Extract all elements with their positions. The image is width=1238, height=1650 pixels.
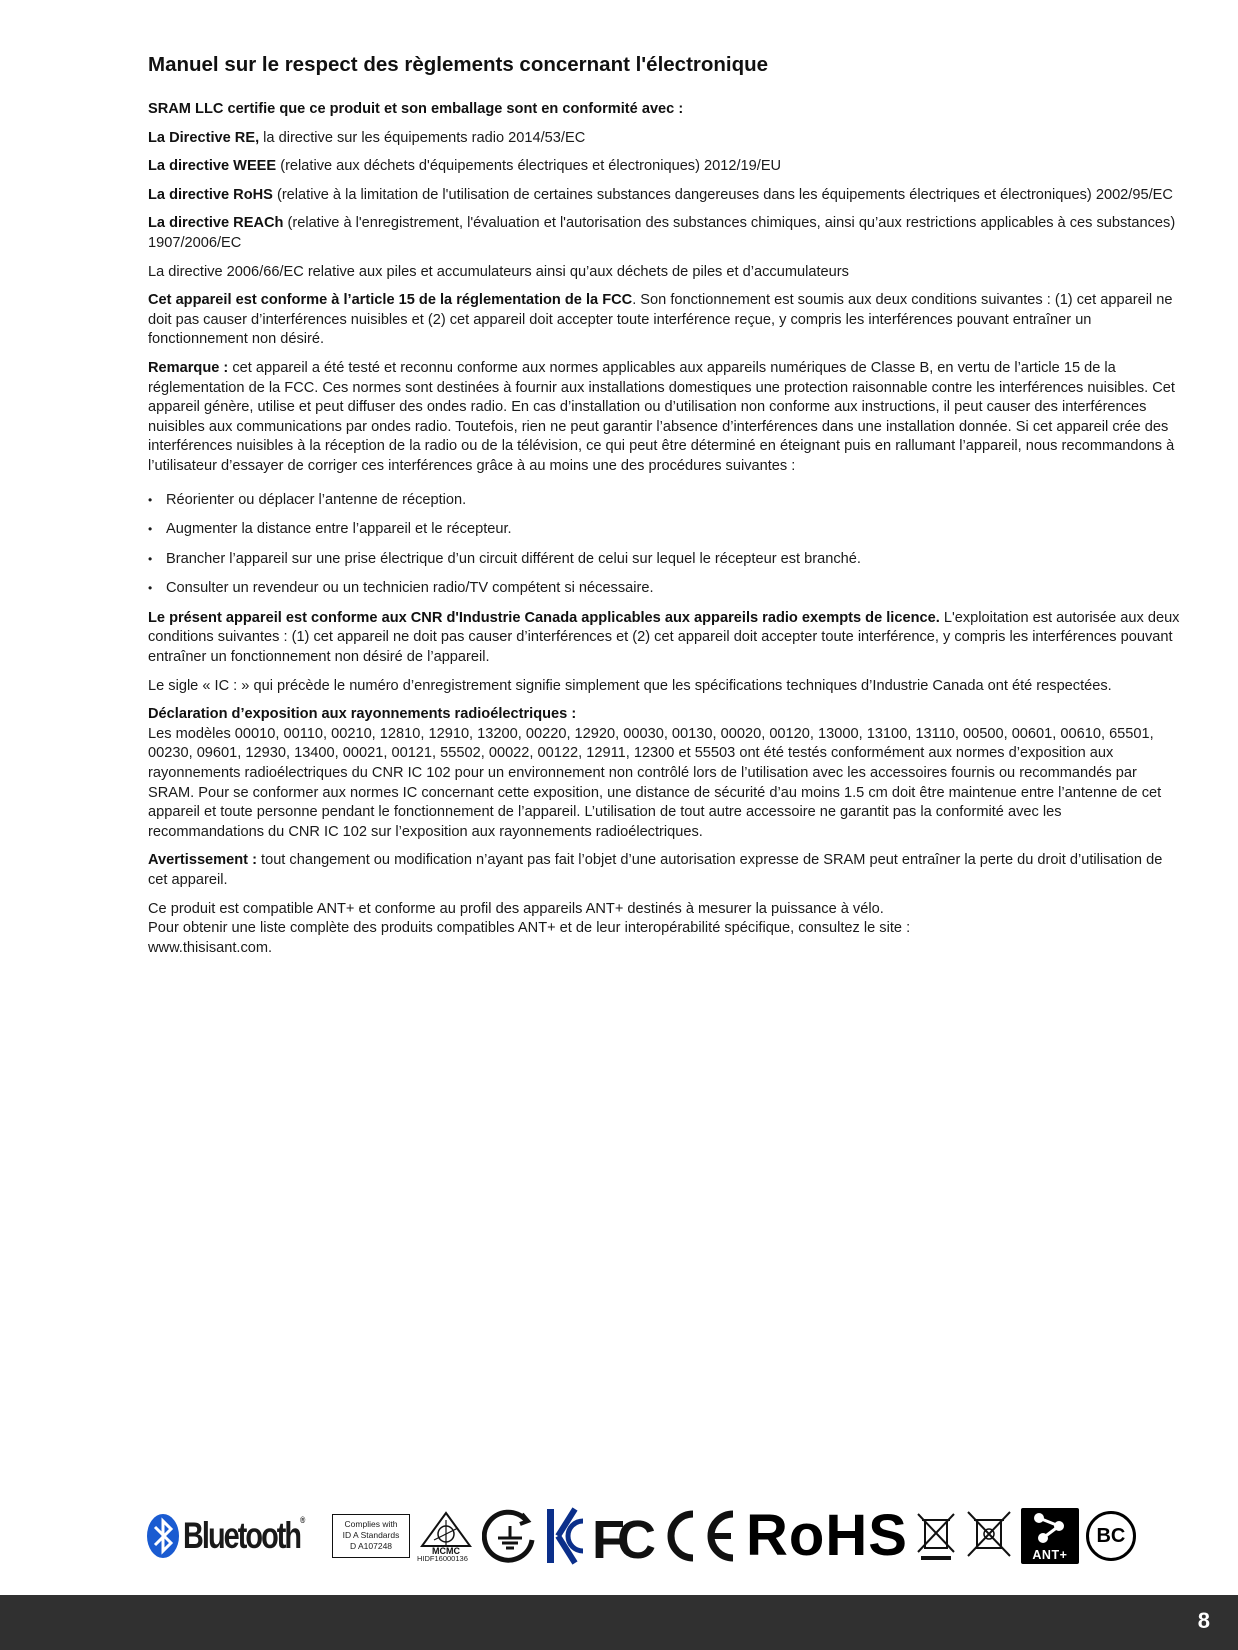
rf-exposure-declaration: Déclaration d’exposition aux rayonnements radioélectriques : Les modèles 00010, 00110, 00210, 12810, 12910, 13200, 00220, 12920, 00030, 00130, 00020, 00120, 13000, 13100, 13110, 00500, 00601, 00610, 65501, 00230, 09601, 12930, 13400, 00021, 00121, 55502, 00022, 00122, 12911, 12300 et 55503 ont été testés conformément aux normes d’exposition aux rayonnements radioélectriques du CNR IC 102 pour un environnement non contrôlé lors de l’utilisation avec les accessoires fournis ou recommandés par SRAM. Pour se conformer aux normes IC concernant cette exposition, une distance de sécurité d’au moins 1.5 cm doit être maintenue entre l’antenne de cet appareil et toute personne pendant le fonctionnement de l’appareil. L’utilisation de tout autre accessoire ne garantit pas la conformité avec les recommandations du CNR IC 102 sur l’exposition aux rayonnements radioélectriques. [148,706,1162,840]
mcmc-logo: MCMC HIDF16000136 [417,1510,475,1563]
anatel-compliance-icon [482,1508,538,1564]
page-footer [0,1595,1238,1650]
kc-mark-icon [545,1507,585,1565]
mcmc-icon [418,1510,474,1554]
page-title: Manuel sur le respect des règlements concernant l'électronique [148,53,769,76]
ce-mark-icon [663,1508,739,1564]
fcc-logo-icon [592,1508,656,1564]
ic-sigle-note: Le sigle « IC : » qui précède le numéro d’enregistrement signifie simplement que les spécifications techniques d’Industrie Canada ont été respectées. [148,677,1112,694]
ida-standards-label: Complies with ID A Standards D A107248 [332,1514,410,1558]
directive-rohs: La directive RoHS (relative à la limitation de l'utilisation de certaines substances dangereuses dans les équipements électriques et électroniques) 2002/95/EC [148,186,1173,203]
battery-disposal-icon [964,1510,1014,1562]
warning-paragraph: Avertissement : tout changement ou modification n’ayant pas fait l’objet d’une autorisation expresse de SRAM peut entraîner la perte du droit d’utilisation de cet appareil. [148,852,1163,888]
svg-text:MCMC: MCMC [432,1545,460,1554]
certification-intro: SRAM LLC certifie que ce produit et son emballage sont en conformité avec : [148,101,684,117]
bc-battery-charger-logo: BC [1086,1511,1136,1561]
fcc-statement: Cet appareil est conforme à l’article 15 de la réglementation de la FCC. Son fonctionnement est soumis aux deux conditions suivantes : (1) cet appareil ne doit pas causer d’interférences nuisibles et (2) cet appareil doit accepter toute interférence reçue, y compris les interférences pouvant entraîner un fonctionnement non désiré. [148,292,1173,348]
remarque-paragraph: Remarque : cet appareil a été testé et reconnu conforme aux normes applicables aux appareils numériques de Classe B, en vertu de l’article 15 de la réglementation de la FCC. Ces normes sont destinées à fournir aux installations domestiques une protection raisonnable contre les interférences nuisibles. Cet appareil génère, utilise et peut diffuser des ondes radio. En cas d’installation ou d’utilisation non conforme aux instructions, il peut causer des interférences nuisibles aux communications par ondes radio. Toutefois, rien ne peut garantir l’absence d’interférences dans une installation donnée. Si cet appareil crée des interférences nuisibles à la réception de la radio ou de la télévision, ce qui peut être déterminé en éteignant puis en rallumant l’appareil, nous recommandons à l’utilisateur d’essayer de corriger ces interférences grâce à au moins une des procédures suivantes : [148,359,1175,474]
directive-reach: La directive REACh (relative à l'enregistrement, l'évaluation et l'autorisation des substances chimiques, ainsi qu’aux restrictions applicables à ces substances) 1907/2006/EC [148,215,1176,251]
bluetooth-icon [146,1513,180,1559]
battery-directive: La directive 2006/66/EC relative aux piles et accumulateurs ainsi qu’aux déchets de piles et d’accumulateurs [148,263,849,280]
weee-bin-icon [915,1510,957,1562]
list-item: • Brancher l’appareil sur une prise électrique d’un circuit différent de celui sur lequel le récepteur est branché. [148,550,1180,570]
interference-procedures-list [148,491,1180,599]
svg-text:FC: FC [592,1510,648,1564]
list-item: • Réorienter ou déplacer l’antenne de réception. [148,491,1180,511]
certification-logos [146,1503,1186,1569]
list-item: • Augmenter la distance entre l’appareil et le récepteur. [148,520,1180,540]
rohs-logo: RoHS [746,1503,908,1568]
svg-text:CE: CE [663,1508,665,1509]
directive-weee: La directive WEEE (relative aux déchets d'équipements électriques et électroniques) 2012/19/EU [148,158,782,175]
directive-re: La Directive RE, la directive sur les équipements radio 2014/53/EC [148,129,586,146]
ant-plus-logo: ANT+ [1021,1508,1079,1564]
ant-compatibility: Ce produit est compatible ANT+ et conforme au profil des appareils ANT+ destinés à mesurer la puissance à vélo. Pour obtenir une liste complète des produits compatibles ANT+ et de leur interopérabilité spécifique, consultez le site : www.thisisant.com. [148,900,911,956]
page-number: 8 [1197,1608,1210,1633]
ant-dots-icon [1021,1508,1079,1548]
ant-website-link: www.thisisant.com. [148,939,273,956]
document-body [148,52,1180,967]
list-item: • Consulter un revendeur ou un technicien radio/TV compétent si nécessaire. [148,579,1180,599]
industry-canada-statement: Le présent appareil est conforme aux CNR d'Industrie Canada applicables aux appareils radio exempts de licence. L'exploitation est autorisée aux deux conditions suivantes : (1) cet appareil ne doit pas causer d’interférences et (2) cet appareil doit accepter toute interférence, y compris les interférences pouvant entraîner un fonctionnement non désiré de l’appareil. [148,609,1180,666]
bluetooth-logo: Bluetooth® [146,1513,325,1559]
